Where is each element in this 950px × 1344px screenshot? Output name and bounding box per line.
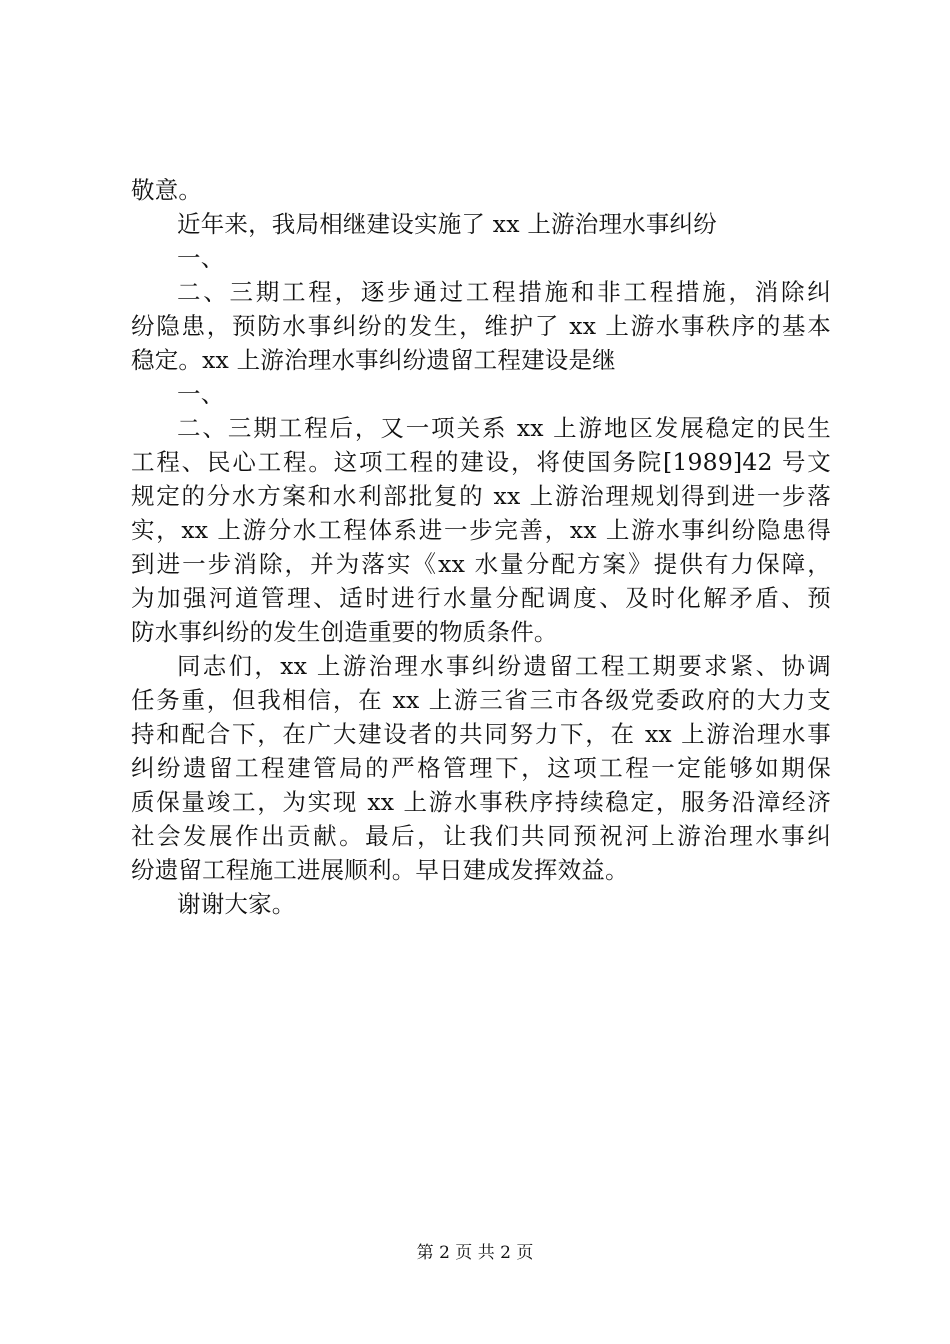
text-line: 稳定。xx 上游治理水事纠纷遗留工程建设是继 xyxy=(131,346,616,374)
page-footer: 第 2 页 共 2 页 xyxy=(416,1243,534,1263)
text-line: 敬意。 xyxy=(131,176,203,204)
text-line: 社会发展作出贡献。最后，让我们共同预祝河上游治理水事纠 xyxy=(131,822,831,850)
text-line: 防水事纠纷的发生创造重要的物质条件。 xyxy=(131,618,558,646)
text-line: 到进一步消除，并为落实《xx 水量分配方案》提供有力保障， xyxy=(131,550,831,578)
text-line: 持和配合下，在广大建设者的共同努力下，在 xx 上游治理水事 xyxy=(131,720,831,748)
text-line: 任务重，但我相信，在 xx 上游三省三市各级党委政府的大力支 xyxy=(131,686,831,714)
text-line: 为加强河道管理、适时进行水量分配调度、及时化解矛盾、预 xyxy=(131,584,831,612)
text-line: 规定的分水方案和水利部批复的 xx 上游治理规划得到进一步落 xyxy=(131,482,831,510)
text-line: 工程、民心工程。这项工程的建设，将使国务院[1989]42 号文 xyxy=(131,448,831,476)
text-line: 纷遗留工程施工进展顺利。早日建成发挥效益。 xyxy=(131,856,629,884)
text-line: 纷隐患，预防水事纠纷的发生，维护了 xx 上游水事秩序的基本 xyxy=(131,312,831,340)
text-line: 二、三期工程，逐步通过工程措施和非工程措施，消除纠 xyxy=(177,278,831,306)
text-line: 纠纷遗留工程建管局的严格管理下，这项工程一定能够如期保 xyxy=(131,754,831,782)
text-line: 同志们，xx 上游治理水事纠纷遗留工程工期要求紧、协调 xyxy=(177,652,831,680)
text-line: 二、三期工程后，又一项关系 xx 上游地区发展稳定的民生 xyxy=(177,414,831,442)
text-line: 一、 xyxy=(177,380,225,408)
text-line: 一、 xyxy=(177,244,225,272)
text-line: 实，xx 上游分水工程体系进一步完善，xx 上游水事纠纷隐患得 xyxy=(131,516,831,544)
text-line: 谢谢大家。 xyxy=(177,890,296,918)
text-line: 质保量竣工，为实现 xx 上游水事秩序持续稳定，服务沿漳经济 xyxy=(131,788,831,816)
text-line: 近年来，我局相继建设实施了 xx 上游治理水事纠纷 xyxy=(177,210,717,238)
